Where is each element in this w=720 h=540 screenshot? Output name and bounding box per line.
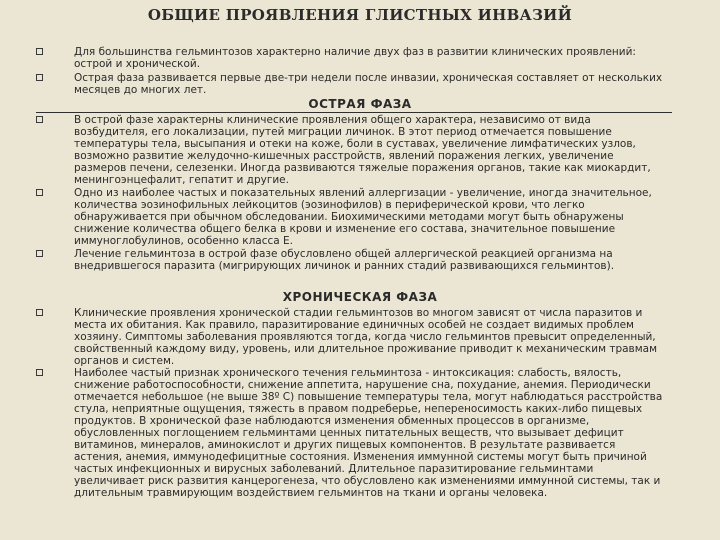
bullet-square-icon [36, 309, 43, 316]
bullet-square-icon [36, 369, 43, 376]
intro-bullet-2 [36, 72, 666, 96]
bullet-square-icon [36, 116, 43, 123]
acute-bullet-1 [36, 114, 666, 186]
chronic-bullet-2 [36, 367, 666, 499]
chronic-bullet-1 [36, 307, 666, 367]
bullet-square-icon [36, 74, 43, 81]
intro-text-1: Для большинства гельминтозов характерно наличие двух фаз в развитии клинических проявлений: острой и хронической. [74, 46, 636, 70]
acute-text-3: Лечение гельминтоза в острой фазе обусловлено общей аллергической реакцией организма на внедрившегося паразита (мигрирующих личинок и ранних стадий развивающихся гельминтов). [74, 248, 615, 272]
acute-phase-heading: ОСТРАЯ ФАЗА [308, 97, 412, 111]
page-title: ОБЩИЕ ПРОЯВЛЕНИЯ ГЛИСТНЫХ ИНВАЗИЙ [147, 6, 573, 24]
chronic-text-1: Клинические проявления хронической стадии гельминтозов во многом зависят от числа паразитов и места их обитания. Как правило, паразитирование единичных особей не создает видимых проблем хозяину. Симптомы заболевания проявляются тогда, когда число гельминтов превысит определенный, свойственный каждому виду, уровень, или длительное проживание приводит к механическим травмам органов и систем. [74, 307, 658, 367]
acute-text-1: В острой фазе характерны клинические проявления общего характера, независимо от вида возбудителя, его локализации, путей миграции личинок. В этот период отмечается повышение температуры тела, высыпания и отеки на коже, боли в суставах, увеличение лимфатических узлов, возможно развитие желудочно-кишечных расстройств, явлений поражения легких, увеличение размеров печени, селезенки. Иногда развиваются тяжелые поражения органов, такие как миокардит, менингоэнцефалит, гепатит и другие. [74, 114, 651, 186]
bullet-square-icon [36, 250, 43, 257]
acute-text-2: Одно из наиболее частых и показательных явлений аллергизации - увеличение, иногда значительное, количества эозинофильных лейкоцитов (эозинофилов) в периферической крови, что легко обнаруживается при обычном обследовании. Биохимическими методами могут быть обнаружены снижение количества общего белка в крови и изменение его состава, значительное повышение иммуноглобулинов, особенно класса Е. [74, 187, 652, 247]
bullet-square-icon [36, 48, 43, 55]
chronic-phase-heading: ХРОНИЧЕСКАЯ ФАЗА [282, 290, 438, 304]
intro-bullet-1 [36, 46, 666, 70]
acute-bullet-2 [36, 187, 666, 247]
acute-heading-divider [36, 112, 672, 113]
chronic-text-2: Наиболее частый признак хронического течения гельминтоза - интоксикация: слабость, вялость, снижение работоспособности, снижение аппетита, нарушение сна, похудание, анемия. Периодически отмечается небольшое (не выше 38º С) повышение температуры тела, могут наблюдаться расстройства стула, неприятные ощущения, тяжесть в правом подреберье, непереносимость каких-либо пищевых продуктов. В хронической фазе наблюдаются изменения обменных процессов в организме, обусловленных поглощением гельминтами ценных питательных веществ, что вызывает дефицит витаминов, минералов, аминокислот и других пищевых компонентов. В результате развивается астения, анемия, иммунодефицитные состояния. Изменения иммунной системы могут быть причиной частых инфекционных и вирусных заболеваний. Длительное паразитирование гельминтами увеличивает риск развития канцерогенеза, что обусловлено как изменениями иммунной системы, так и длительным травмирующим воздействием гельминтов на ткани и органы человека. [74, 367, 663, 499]
acute-bullet-3 [36, 248, 666, 272]
intro-text-2: Острая фаза развивается первые две-три недели после инвазии, хроническая составляет от нескольких месяцев до многих лет. [74, 72, 663, 96]
bullet-square-icon [36, 189, 43, 196]
